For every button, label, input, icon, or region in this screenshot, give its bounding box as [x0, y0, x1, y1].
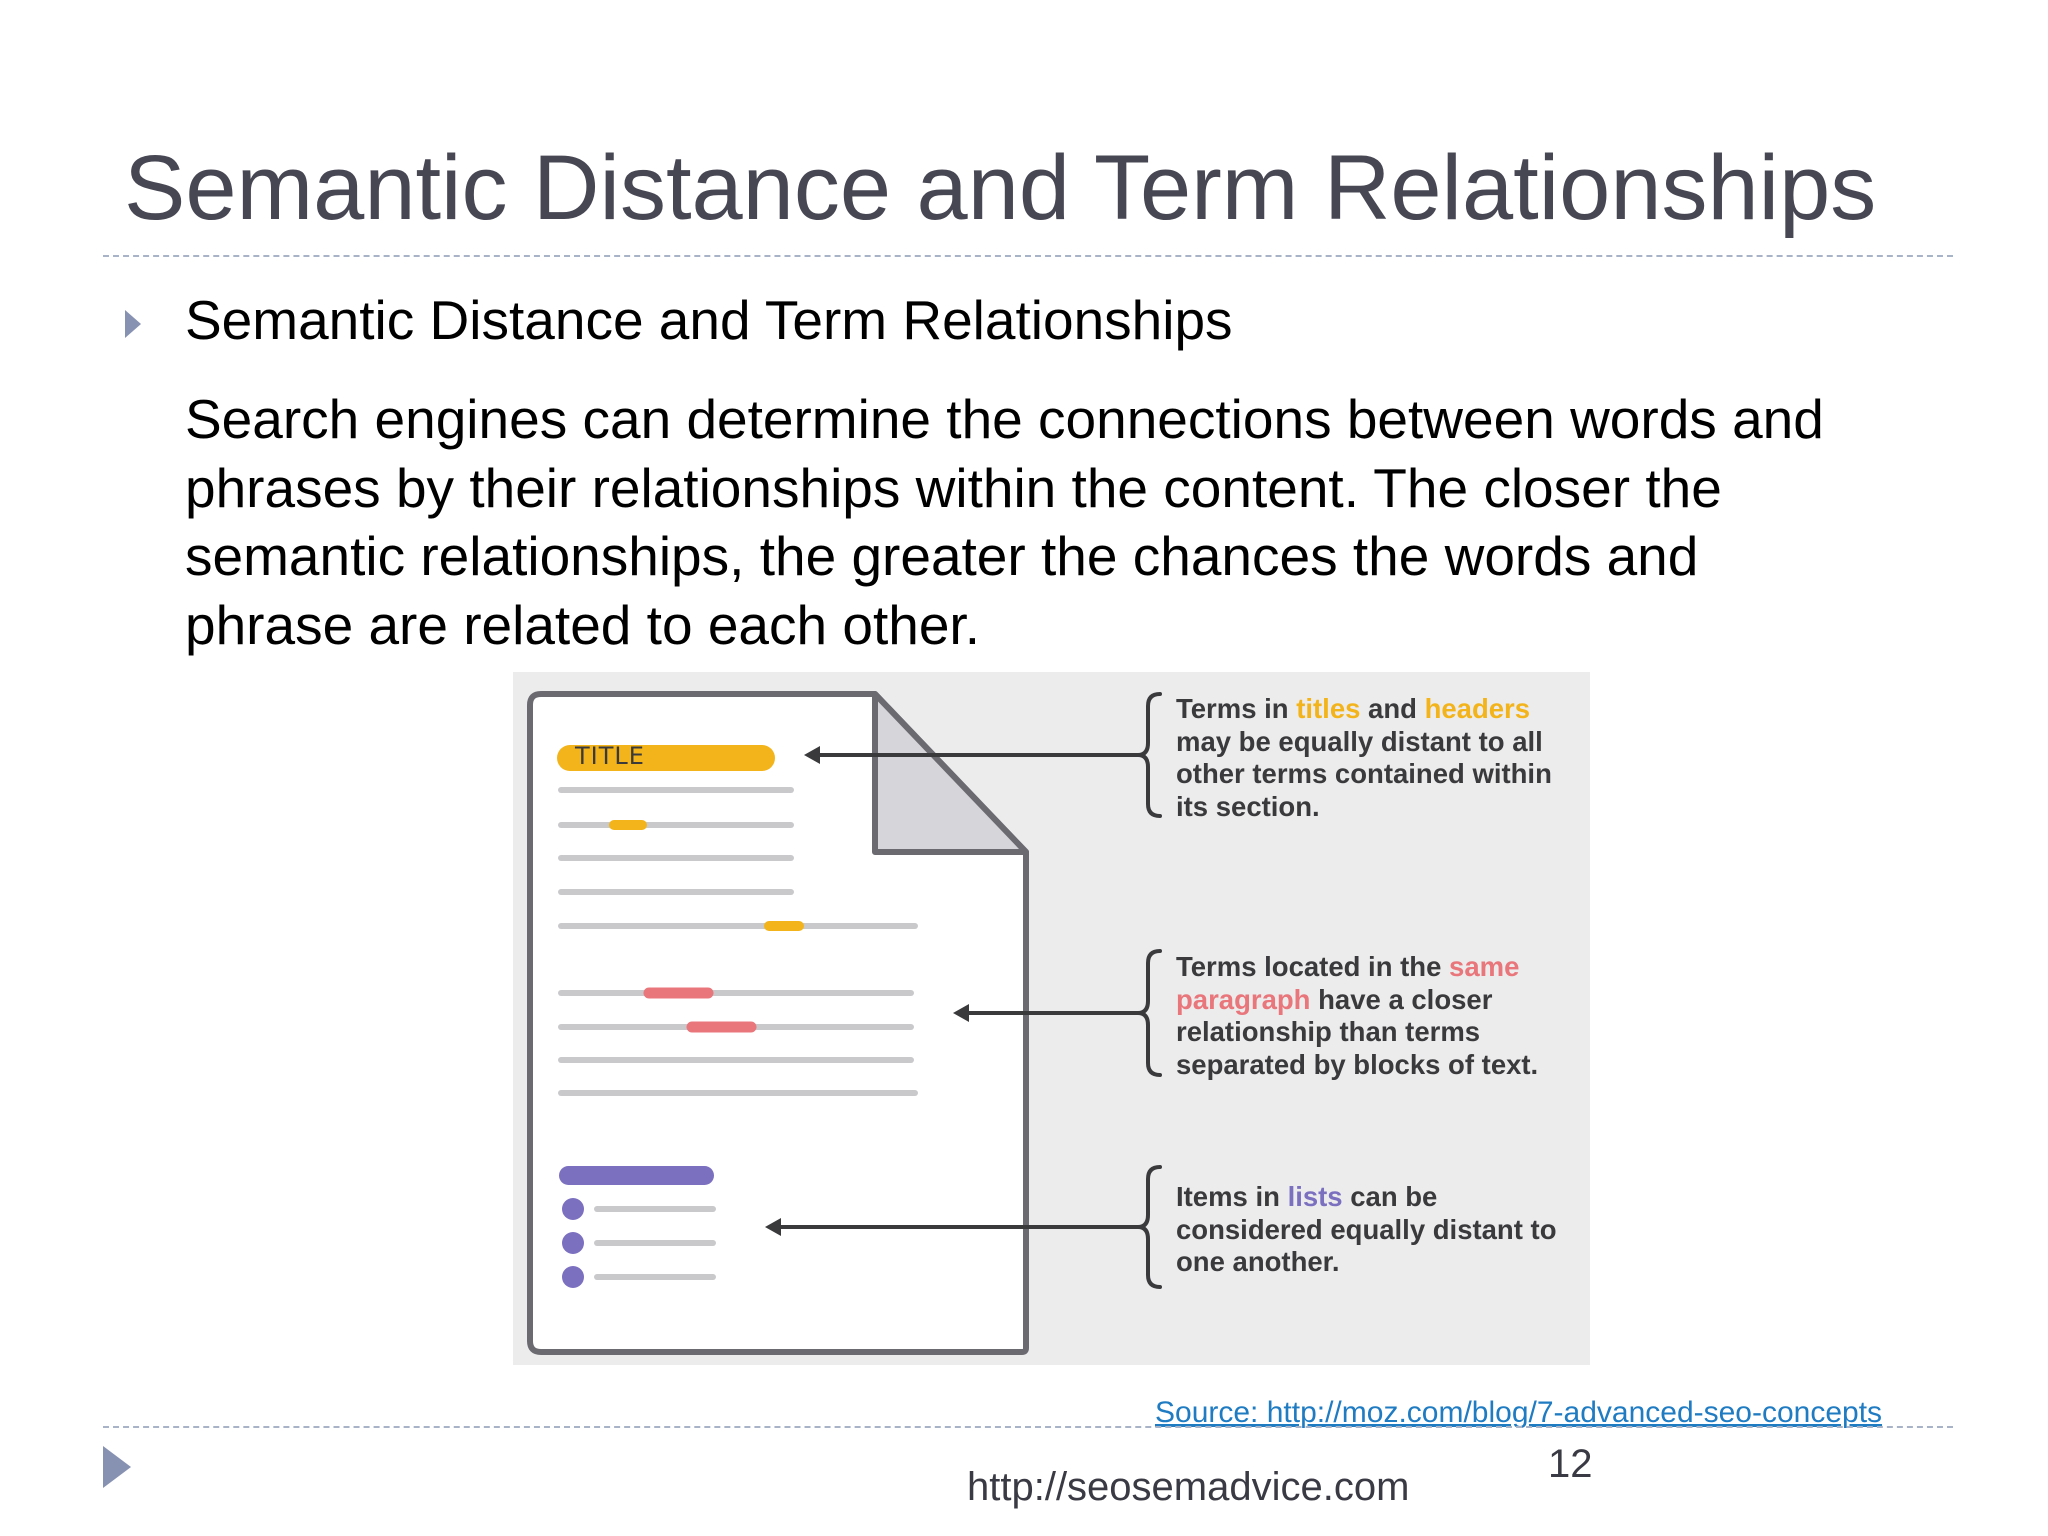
highlight-lists: lists	[1287, 1181, 1343, 1212]
footer-divider	[103, 1426, 1953, 1428]
title-pill-label: TITLE	[575, 742, 645, 770]
annotation-text: Terms in	[1176, 693, 1297, 724]
bullet-arrow-icon	[125, 310, 141, 338]
page-number: 12	[1548, 1442, 1593, 1486]
annotation-text: have a closer relationship than terms separated by blocks of text.	[1176, 983, 1539, 1080]
slide-title: Semantic Distance and Term Relationships	[124, 137, 1877, 239]
annotation-braces	[1138, 694, 1160, 1287]
semantic-distance-diagram	[513, 672, 1590, 1365]
body-line: Search engines can determine the connections between words and	[185, 388, 1824, 450]
footer-url: http://seosemadvice.com	[967, 1465, 1410, 1509]
annotation-titles-headers	[1176, 693, 1576, 823]
annotation-same-paragraph	[1176, 951, 1576, 1081]
source-link[interactable]: Source: http://moz.com/blog/7-advanced-seo-concepts	[1155, 1396, 1883, 1429]
folded-corner-shape	[875, 694, 1026, 852]
highlight-titles: titles	[1296, 693, 1361, 724]
highlight-same-paragraph: same paragraph	[1176, 951, 1520, 1015]
title-divider	[103, 255, 1953, 257]
list-header-pill	[559, 1166, 714, 1185]
body-line: phrase are related to each other.	[185, 593, 980, 656]
body-line: phrases by their relationships within the content. The closer the	[185, 456, 1722, 519]
body-paragraph	[185, 385, 1975, 659]
annotation-text: can be considered equally distant to one another.	[1176, 1181, 1557, 1277]
footer-arrow-icon	[103, 1446, 131, 1488]
annotation-text: and	[1360, 693, 1425, 724]
annotation-text: Items in	[1176, 1181, 1288, 1212]
list-bullets	[562, 1198, 584, 1288]
annotation-lists	[1176, 1181, 1576, 1279]
body-line: semantic relationships, the greater the chances the words and	[185, 525, 1699, 587]
bullet-heading: Semantic Distance and Term Relationships	[185, 289, 1233, 351]
highlight-headers: headers	[1424, 693, 1531, 724]
annotation-text: may be equally distant to all other terms contained within its section.	[1176, 725, 1552, 822]
annotation-text: Terms located in the	[1176, 951, 1450, 982]
